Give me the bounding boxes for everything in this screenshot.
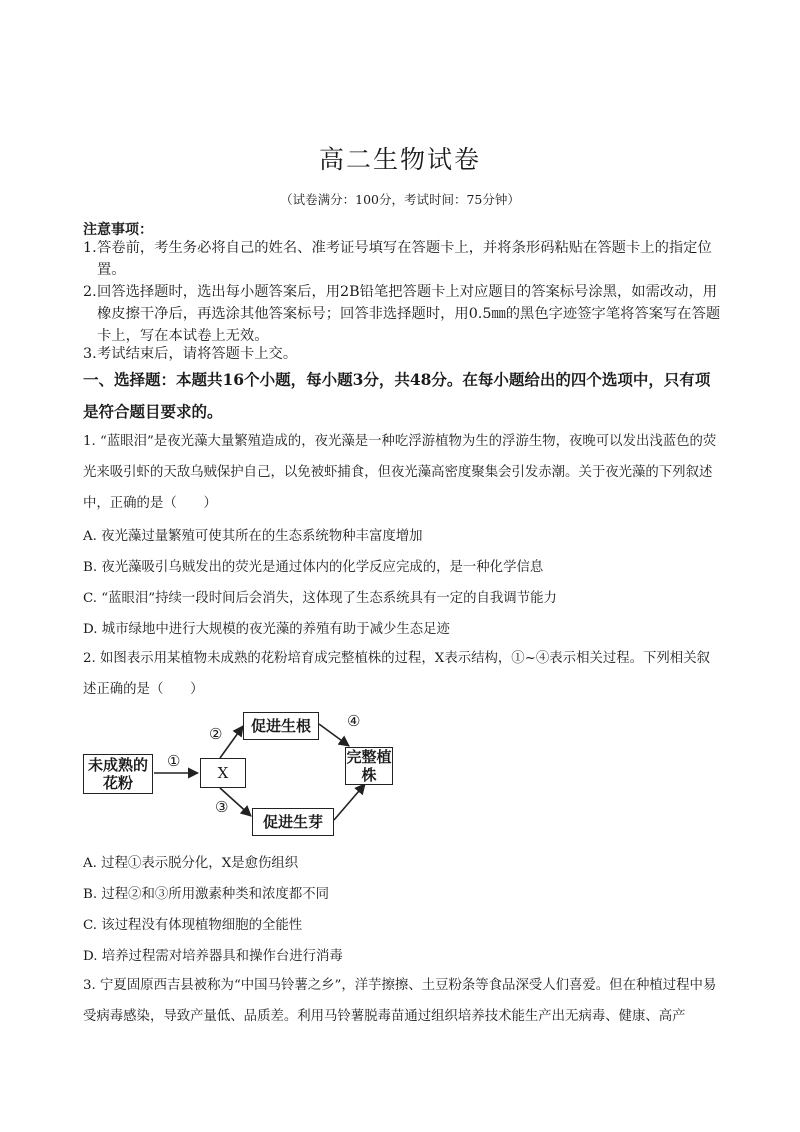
note-text: 考试结束后，请将答题卡上交。	[97, 346, 298, 362]
note-item-3	[83, 343, 723, 365]
question-2-option-c: C. 该过程没有体现植物细胞的全能性	[83, 918, 303, 933]
step-4-label: ④	[347, 712, 361, 730]
note-item-2	[83, 281, 723, 344]
question-1-option-a: A. 夜光藻过量繁殖可使其所在的生态系统物种丰富度增加	[83, 529, 423, 544]
pollen-culture-diagram	[75, 712, 435, 842]
note-number: 2.	[83, 284, 97, 300]
structure-x-box: X	[200, 758, 246, 788]
arrow-to-plant	[334, 784, 365, 820]
step-2-label: ②	[209, 725, 223, 743]
question-2-stem: 2. 如图表示用某植物未成熟的花粉培育成完整植株的过程，X表示结构，①~④表示相关过程。下列相关叙述正确的是（ ）	[83, 651, 710, 697]
question-2-option-a: A. 过程①表示脱分化，X是愈伤组织	[83, 856, 299, 871]
question-1-option-b: B. 夜光藻吸引乌贼发出的荧光是通过体内的化学反应完成的，是一种化学信息	[83, 560, 544, 575]
note-text: 答卷前，考生务必将自己的姓名、准考证号填写在答题卡上，并将条形码粘贴在答题卡上的指定位置。	[97, 240, 712, 278]
arrow-step-2	[220, 726, 243, 758]
whole-plant-box: 完整植株	[346, 748, 392, 784]
note-text: 回答选择题时，选出每小题答案后，用2B铅笔把答题卡上对应题目的答案标号涂黑，如需改动，用橡皮擦干净后，再选涂其他答案标号；回答非选择题时，用0.5㎜的黑色字迹签字笔将答案写在答题卡上，写在本试卷上无效。	[97, 284, 721, 344]
step-1-label: ①	[167, 752, 181, 770]
immature-pollen-box: 未成熟的花粉	[83, 754, 153, 794]
arrow-step-4	[319, 724, 349, 746]
note-item-1	[83, 237, 723, 278]
question-1-option-c: C. “蓝眼泪”持续一段时间后会消失，这体现了生态系统具有一定的自我调节能力	[83, 591, 557, 606]
promote-budding-box: 促进生芽	[252, 808, 334, 836]
question-2-option-d: D. 培养过程需对培养器具和操作台进行消毒	[83, 949, 343, 964]
step-3-label: ③	[215, 798, 229, 816]
question-1-stem: 1. “蓝眼泪”是夜光藻大量繁殖造成的，夜光藻是一种吃浮游植物为生的浮游生物，夜晚可以发出浅蓝色的荧光来吸引虾的天敌乌贼保护自己，以免被虾捕食，但夜光藻高密度聚集会引发赤潮。关于夜光藻的下列叙述中，正确的是（ ）	[83, 434, 717, 511]
note-number: 3.	[83, 346, 97, 362]
question-3-stem: 3. 宁夏固原西吉县被称为“中国马铃薯之乡”，洋芋擦擦、土豆粉条等食品深受人们喜爱。但在种植过程中易受病毒感染，导致产量低、品质差。利用马铃薯脱毒苗通过组织培养技术能生产出无病毒、健康、高产	[83, 978, 717, 1024]
notes-heading: 注意事项：	[83, 222, 153, 238]
question-2-option-b: B. 过程②和③所用激素种类和浓度都不同	[83, 887, 329, 902]
exam-subtitle: （试卷满分：100分，考试时间：75分钟）	[280, 192, 520, 207]
promote-rooting-box: 促进生根	[243, 712, 319, 740]
exam-title: 高二生物试卷	[318, 145, 481, 174]
note-number: 1.	[83, 240, 97, 256]
section-heading: 一、选择题：本题共16个小题，每小题3分，共48分。在每小题给出的四个选项中，只有项是符合题目要求的。	[83, 370, 711, 421]
question-1-option-d: D. 城市绿地中进行大规模的夜光藻的养殖有助于减少生态足迹	[83, 622, 450, 637]
